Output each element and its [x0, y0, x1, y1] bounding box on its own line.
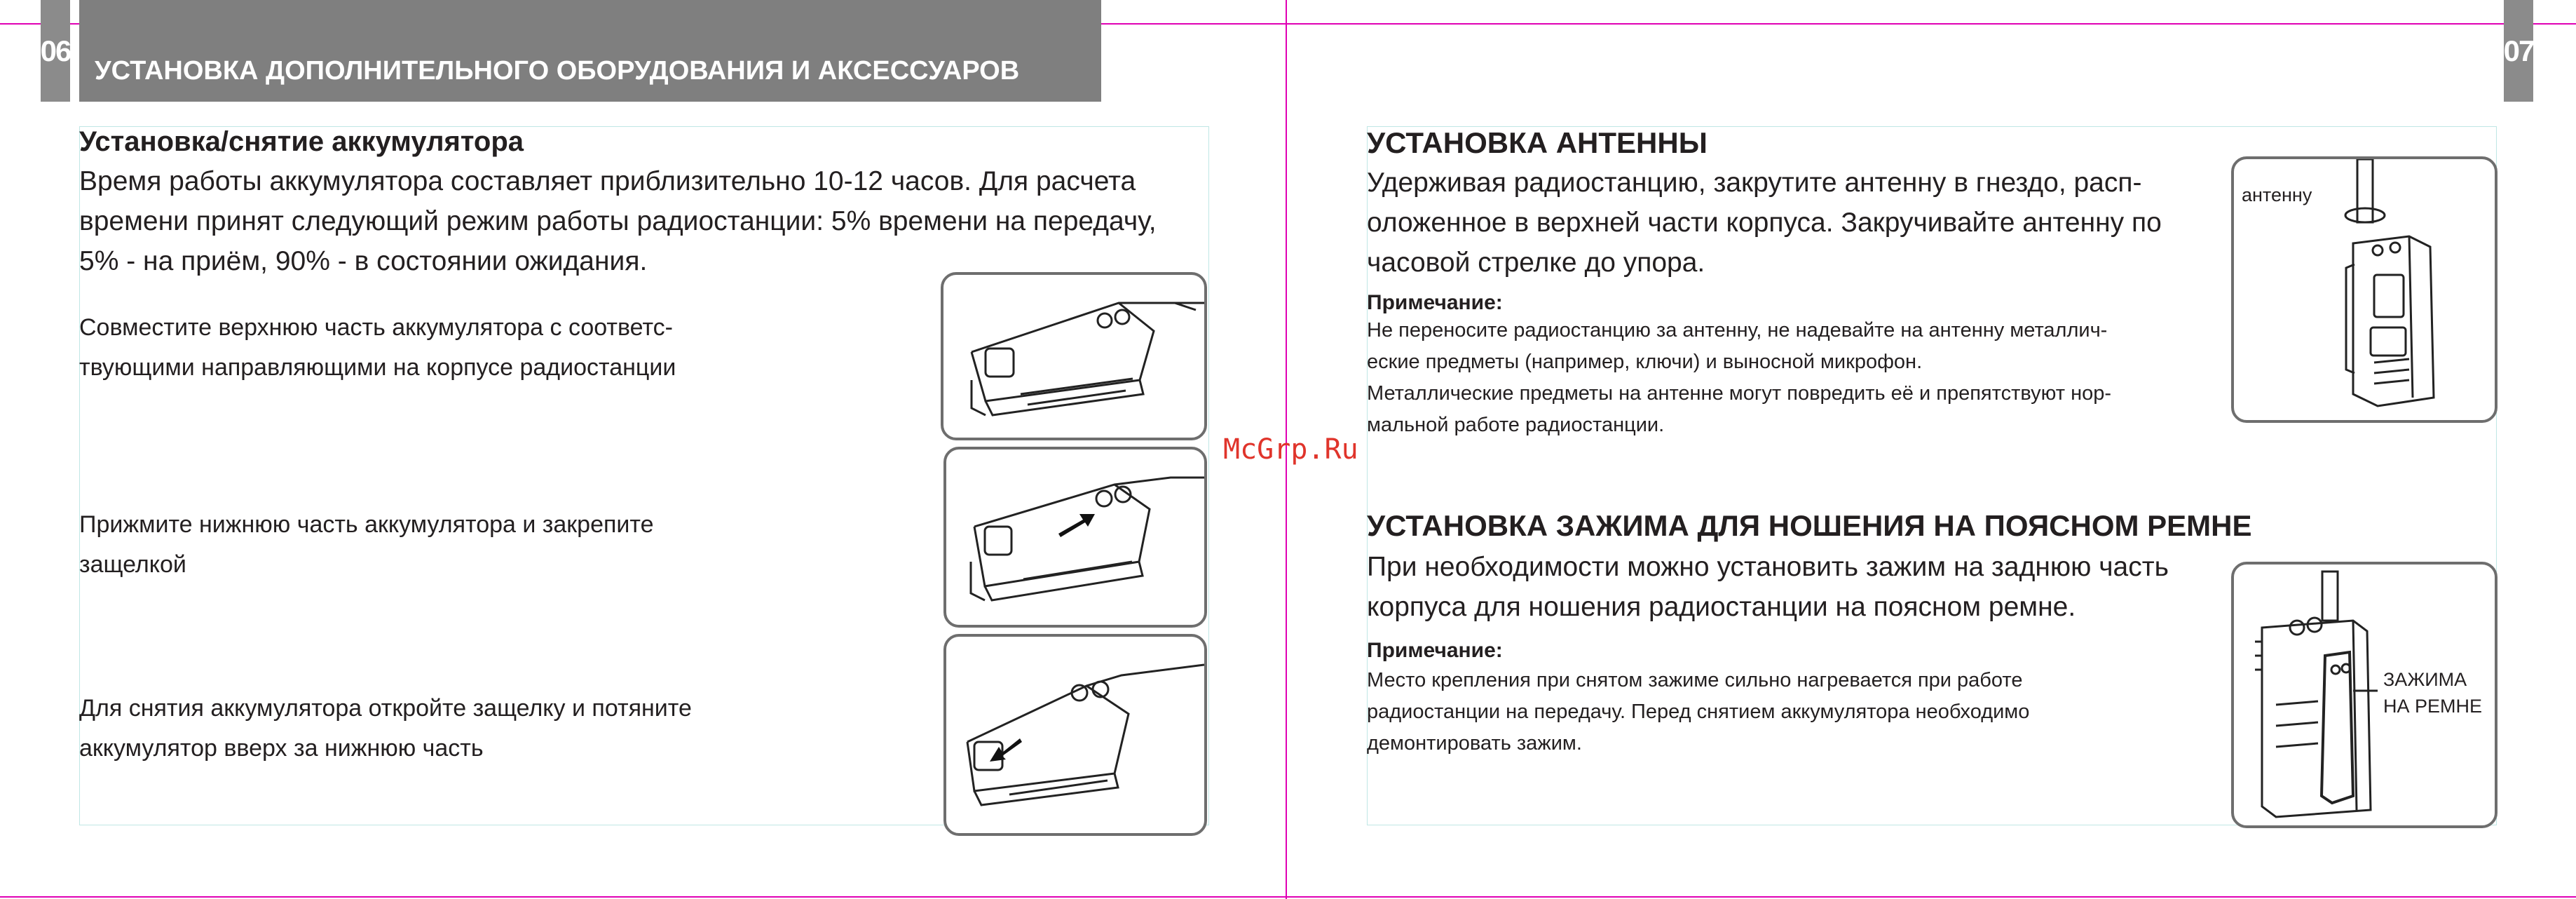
antenna-note-line: Не переносите радиостанцию за антенну, не надевайте на антенну металлич- [1367, 319, 2108, 342]
step-line: твующими направляющими на корпусе радиостанции [79, 354, 676, 381]
clip-line: При необходимости можно установить зажим на заднюю часть [1367, 552, 2169, 582]
antenna-note-line: Металлические предметы на антенне могут повредить её и препятствуют нор- [1367, 382, 2111, 405]
watermark: McGrp.Ru [1223, 433, 1358, 466]
intro-line: времени принят следующий режим работы радиостанции: 5% времени на передачу, [79, 206, 1157, 236]
header-bar [79, 0, 1101, 102]
section-title-antenna: УСТАНОВКА АНТЕННЫ [1367, 126, 1708, 159]
clip-line: корпуса для ношения радиостанции на поясном ремне. [1367, 592, 2076, 622]
antenna-note-title: Примечание: [1367, 291, 1503, 314]
step-line: Совместите верхнюю часть аккумулятора с соответс- [79, 314, 673, 341]
antenna-line: Удерживая радиостанцию, закрутите антенну в гнездо, расп- [1367, 168, 2142, 198]
page-number-left: 06 [41, 0, 70, 102]
clip-note-line: Место крепления при снятом зажиме сильно нагревается при работе [1367, 669, 2023, 691]
antenna-line: часовой стрелке до упора. [1367, 248, 1705, 278]
crop-line-bottom [0, 896, 2576, 898]
intro-line: 5% - на приём, 90% - в состоянии ожидания. [79, 246, 648, 276]
battery-remove-illustration [943, 634, 1207, 836]
section-title-clip: УСТАНОВКА ЗАЖИМА ДЛЯ НОШЕНИЯ НА ПОЯСНОМ РЕМНЕ [1367, 509, 2252, 542]
step-line: аккумулятор вверх за нижнюю часть [79, 735, 484, 762]
clip-note-title: Примечание: [1367, 639, 1503, 662]
header-title: УСТАНОВКА ДОПОЛНИТЕЛЬНОГО ОБОРУДОВАНИЯ И АКСЕССУАРОВ [95, 56, 1020, 86]
step-line: Для снятия аккумулятора откройте защелку и потяните [79, 695, 692, 722]
battery-press-illustration [943, 447, 1207, 628]
antenna-note-line: еские предметы (например, ключи) и выносной микрофон. [1367, 351, 1923, 373]
clip-note-line: демонтировать зажим. [1367, 732, 1582, 755]
page-number-right: 07 [2504, 0, 2533, 102]
step-line: защелкой [79, 551, 186, 578]
antenna-line: оложенное в верхней части корпуса. Закручивайте антенну по [1367, 208, 2162, 238]
antenna-callout: антенну [2242, 182, 2312, 208]
step-line: Прижмите нижнюю часть аккумулятора и закрепите [79, 511, 654, 538]
clip-callout [2383, 666, 2482, 719]
clip-callout-line: НА РЕМНЕ [2383, 696, 2483, 717]
section-title-battery: Установка/снятие аккумулятора [79, 126, 524, 157]
clip-note-line: радиостанции на передачу. Перед снятием аккумулятора необходимо [1367, 701, 2030, 723]
clip-callout-line: ЗАЖИМА [2383, 669, 2467, 690]
antenna-note-line: мальной работе радиостанции. [1367, 414, 1665, 436]
battery-align-illustration [941, 272, 1207, 440]
intro-line: Время работы аккумулятора составляет приблизительно 10-12 часов. Для расчета [79, 166, 1136, 196]
